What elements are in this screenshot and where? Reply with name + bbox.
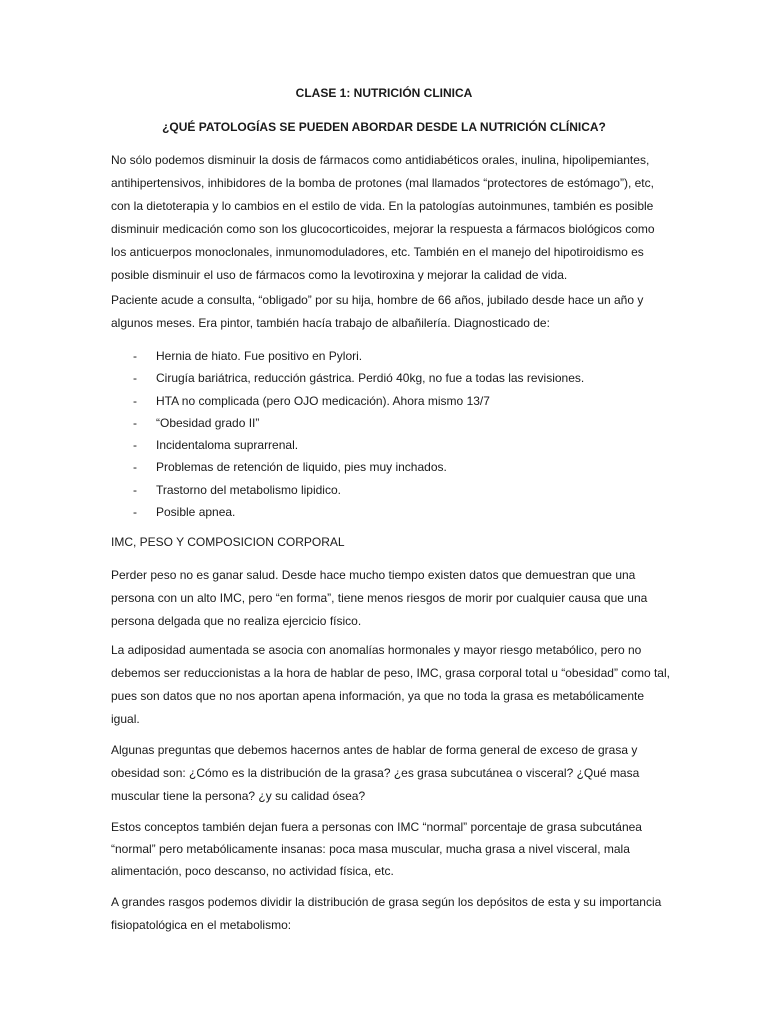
list-item xyxy=(111,412,671,434)
bullet-dash: - xyxy=(133,482,137,497)
text-line: La adiposidad aumentada se asocia con anomalías hormonales y mayor riesgo metabólico, pero no xyxy=(111,643,642,657)
paragraph-questions xyxy=(111,739,671,808)
text-line: debemos ser reduccionistas a la hora de hablar de peso, IMC, grasa corporal total u “obesidad” como tal, xyxy=(111,666,670,680)
bullet-dash: - xyxy=(133,415,137,430)
list-item xyxy=(111,479,671,501)
bullet-dash: - xyxy=(133,505,137,520)
list-item xyxy=(111,434,671,456)
text-line: pues son datos que no nos aportan apena información, ya que no toda la grasa es metabólicamente xyxy=(111,689,645,703)
paragraph-fat-distribution xyxy=(111,891,671,937)
diagnosis-text: Incidentaloma suprarrenal. xyxy=(156,438,299,453)
diagnosis-text: Cirugía bariátrica, reducción gástrica. Perdió 40kg, no fue a todas las revisiones. xyxy=(156,371,585,386)
text-line: persona delgada que no realiza ejercicio físico. xyxy=(111,614,362,628)
diagnosis-list xyxy=(111,345,671,523)
diagnosis-text: Trastorno del metabolismo lipidico. xyxy=(156,482,341,497)
bullet-dash: - xyxy=(133,349,137,363)
text-line: con la dietoterapia y lo cambios en el estilo de vida. En la patologías autoinmunes, también es posible xyxy=(111,199,654,213)
text-line: obesidad son: ¿Cómo es la distribución de la grasa? ¿es grasa subcutánea o visceral? ¿Qué masa xyxy=(111,766,640,780)
list-item xyxy=(111,345,671,367)
text-line: los anticuerpos monoclonales, inmunomoduladores, etc. También en el manejo del hipotiroidismo es xyxy=(111,245,644,259)
text-line: A grandes rasgos podemos dividir la distribución de grasa según los depósitos de esta y su importancia xyxy=(111,895,662,909)
diagnosis-text: HTA no complicada (pero OJO medicación). Ahora mismo 13/7 xyxy=(156,393,490,408)
document-title: CLASE 1: NUTRICIÓN CLINICA xyxy=(295,86,473,100)
text-line: No sólo podemos disminuir la dosis de fármacos como antidiabéticos orales, inulina, hipolipemiantes, xyxy=(111,153,650,167)
list-item xyxy=(111,501,671,523)
list-item xyxy=(111,367,671,389)
paragraph-adiposity xyxy=(111,639,671,731)
document-subtitle: ¿QUÉ PATOLOGÍAS SE PUEDEN ABORDAR DESDE LA NUTRICIÓN CLÍNICA? xyxy=(162,120,606,134)
text-line: persona con un alto IMC, pero “en forma”, tiene menos riesgos de morir por cualquier causa que una xyxy=(111,591,648,605)
bullet-dash: - xyxy=(133,460,137,475)
paragraph-medication xyxy=(111,149,671,287)
paragraph-normal-imc xyxy=(111,816,671,883)
text-line: muscular tiene la persona? ¿y su calidad ósea? xyxy=(111,789,366,803)
diagnosis-text: “Obesidad grado II” xyxy=(156,415,260,430)
bullet-dash: - xyxy=(133,393,137,408)
text-line: antihipertensivos, inhibidores de la bomba de protones (mal llamados “protectores de estómago”), etc, xyxy=(111,176,654,190)
text-line: alimentación, poco descanso, no actividad física, etc. xyxy=(111,864,394,879)
list-item xyxy=(111,456,671,478)
section-heading xyxy=(111,531,671,554)
text-line: Paciente acude a consulta, “obligado” por su hija, hombre de 66 años, jubilado desde hace un año y xyxy=(111,293,644,307)
text-line: Perder peso no es ganar salud. Desde hace mucho tiempo existen datos que demuestran que una xyxy=(111,568,636,582)
text-line: algunos meses. Era pintor, también hacía trabajo de albañilería. Diagnosticado de: xyxy=(111,316,550,330)
diagnosis-text: Hernia de hiato. Fue positivo en Pylori. xyxy=(156,349,363,363)
bullet-dash: - xyxy=(133,371,137,386)
text-line: igual. xyxy=(111,712,140,726)
paragraph-weight-health xyxy=(111,564,671,633)
list-item xyxy=(111,390,671,412)
text-line: “normal” pero metabólicamente insanas: poca masa muscular, mucha grasa a nivel visceral, mala xyxy=(111,842,630,857)
text-line: disminuir medicación como son los glucocorticoides, mejorar la respuesta a fármacos biológicos como xyxy=(111,222,655,236)
paragraph-patient xyxy=(111,289,671,335)
text-line: posible disminuir el uso de fármacos como la levotiroxina y mejorar la calidad de vida. xyxy=(111,268,568,282)
diagnosis-text: Problemas de retención de liquido, pies muy inchados. xyxy=(156,460,447,475)
text-line: Estos conceptos también dejan fuera a personas con IMC “normal” porcentaje de grasa subcutánea xyxy=(111,820,642,834)
text-line: fisiopatológica en el metabolismo: xyxy=(111,918,292,932)
diagnosis-text: Posible apnea. xyxy=(156,505,236,520)
section-heading-text: IMC, PESO Y COMPOSICION CORPORAL xyxy=(111,535,345,549)
text-line: Algunas preguntas que debemos hacernos antes de hablar de forma general de exceso de grasa y xyxy=(111,743,638,757)
bullet-dash: - xyxy=(133,438,137,453)
